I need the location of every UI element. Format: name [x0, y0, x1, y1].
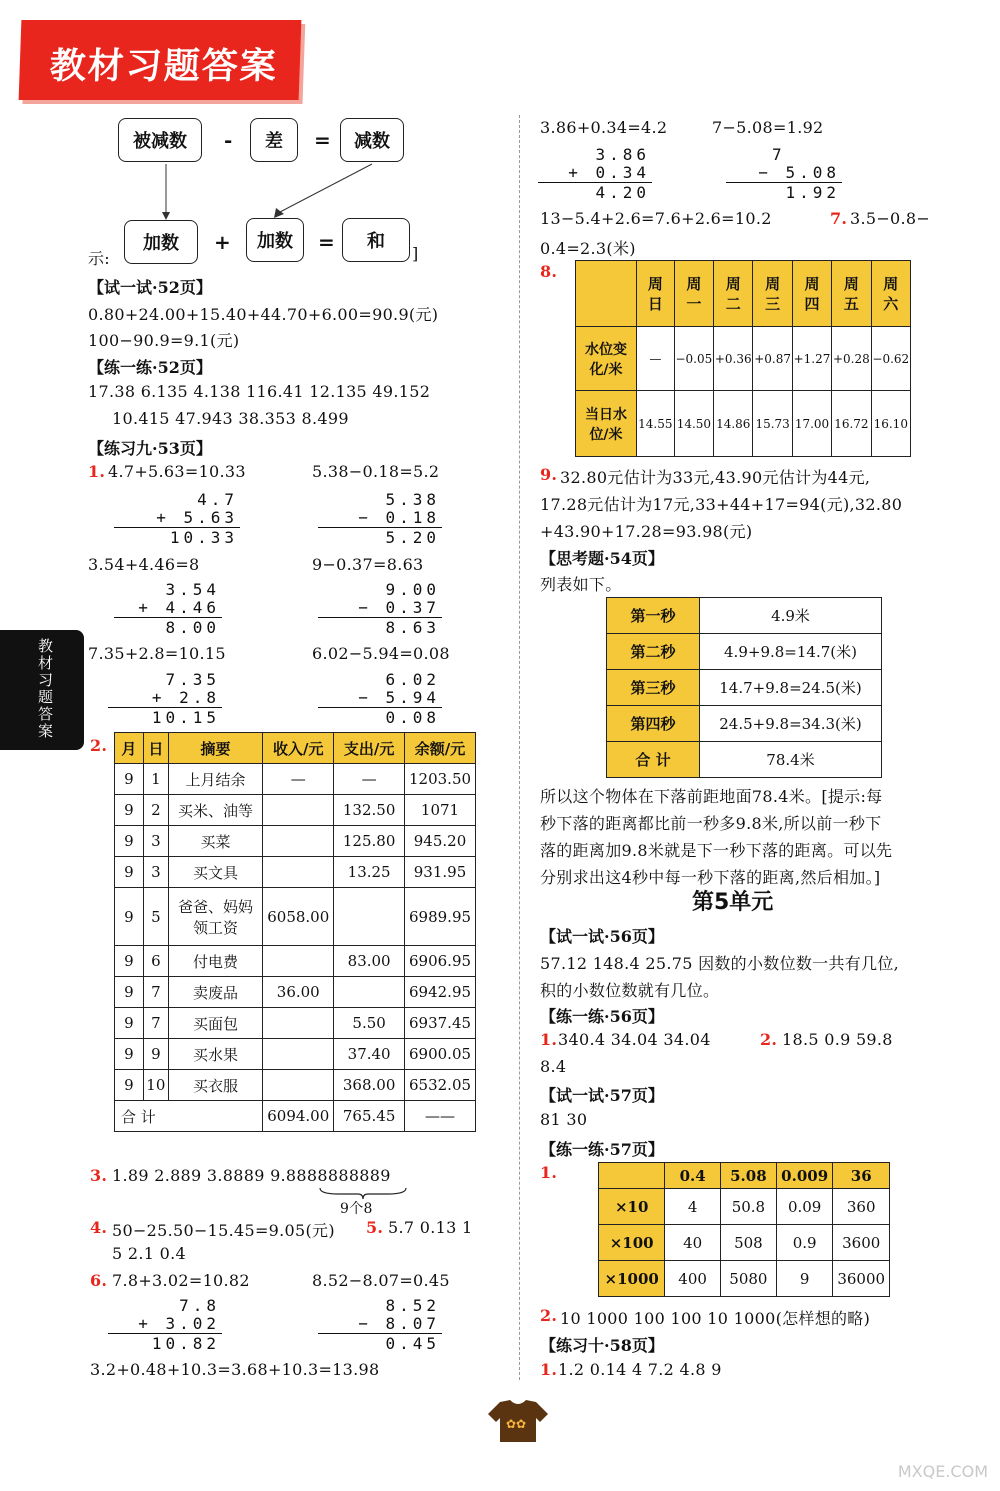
- ledger-cell: 1203.50: [405, 764, 476, 795]
- ledger-cell: 买米、油等: [168, 795, 262, 826]
- fall-label-cell: 第三秒: [607, 670, 700, 706]
- ledger-cell: 6937.45: [405, 1008, 476, 1039]
- ledger-body: [115, 764, 476, 1101]
- ledger-row: [115, 888, 476, 946]
- vertical-calc-line: + 5.63: [156, 508, 238, 527]
- water-cell: 14.50: [674, 391, 713, 457]
- water-header-cell: 周六: [871, 261, 910, 327]
- water-header-cell: 周日: [637, 261, 675, 327]
- water-change-row: [576, 327, 911, 391]
- mult-cell: 9: [776, 1261, 833, 1297]
- water-cell: 16.10: [871, 391, 910, 457]
- equation: 3.54+4.46=8: [88, 555, 200, 574]
- item-number: 2.: [540, 1306, 558, 1325]
- mult-cell: 0.09: [776, 1189, 833, 1225]
- ledger-cell: 9: [115, 795, 144, 826]
- water-header-cell: 周二: [714, 261, 753, 327]
- item-number: 8.: [540, 262, 558, 281]
- section-heading: 【练一练·56页】: [540, 1007, 664, 1026]
- unit-heading: 第5单元: [692, 890, 774, 915]
- ledger-header-cell: 支出/元: [334, 733, 405, 764]
- equation: 5.38−0.18=5.2: [312, 462, 440, 481]
- mult-header-cell: 5.08: [720, 1163, 776, 1189]
- ledger-header-cell: 日: [143, 733, 168, 764]
- mult-row-label: ×100: [599, 1225, 665, 1261]
- ledger-total-label: 合 计: [115, 1101, 263, 1132]
- ledger-row: [115, 977, 476, 1008]
- ledger-cell: [263, 1039, 334, 1070]
- ledger-table: [114, 732, 476, 1132]
- water-cell: 14.86: [714, 391, 753, 457]
- mult-row: [599, 1261, 890, 1297]
- banner-title: 教材习题答案: [49, 46, 279, 87]
- ledger-header-cell: 收入/元: [263, 733, 334, 764]
- ledger-cell: 6989.95: [405, 888, 476, 946]
- section-heading: 【练习九·53页】: [88, 439, 212, 458]
- vertical-calc-line: + 3.02: [138, 1314, 220, 1333]
- text-line: 10.415 47.943 38.353 8.499: [112, 409, 349, 428]
- ledger-cell: 6900.05: [405, 1039, 476, 1070]
- text-line: 340.4 34.04 34.04: [558, 1030, 711, 1049]
- water-header-cell: 周四: [792, 261, 831, 327]
- item-number: 1.: [540, 1030, 558, 1049]
- item-number: 2.: [90, 736, 108, 755]
- calc-digit: 7: [772, 145, 786, 164]
- item-number: 1.: [540, 1360, 558, 1379]
- ledger-row: [115, 857, 476, 888]
- ledger-cell: 9: [115, 1039, 144, 1070]
- text-line: 0.4=2.3(米): [540, 239, 636, 258]
- vertical-calc-line: 10.82: [151, 1334, 220, 1353]
- item-number: 3.: [90, 1166, 108, 1185]
- text-line: +43.90+17.28=93.98(元): [540, 522, 753, 541]
- equation: 6.02−5.94=0.08: [312, 644, 450, 663]
- ledger-cell: [263, 826, 334, 857]
- water-cell: −0.62: [871, 327, 910, 391]
- mult-cell: 5080: [720, 1261, 776, 1297]
- water-cell: +0.36: [714, 327, 753, 391]
- section-heading: 【练习十·58页】: [540, 1336, 664, 1355]
- fall-label-cell: 第一秒: [607, 598, 700, 634]
- water-cell: 14.55: [637, 391, 675, 457]
- section-heading: 【试一试·56页】: [540, 927, 664, 946]
- diagram-bracket: ]: [412, 244, 419, 263]
- ledger-total-cell: ——: [405, 1101, 476, 1132]
- water-cell: +0.28: [832, 327, 871, 391]
- equation: 4.7+5.63=10.33: [108, 462, 246, 481]
- vertical-calc-line: 5.20: [385, 528, 440, 547]
- text-line: 3.2+0.48+10.3=3.68+10.3=13.98: [90, 1360, 380, 1379]
- ledger-cell: 9: [115, 764, 144, 795]
- fall-label-cell: 第二秒: [607, 634, 700, 670]
- diagram-eq2: =: [318, 230, 335, 254]
- vertical-calc-line: − 0.37: [358, 598, 440, 617]
- column-divider: [519, 115, 520, 1380]
- falling-distance-table: [606, 597, 882, 778]
- text-line: 分别求出这4秒中每一秒下落的距离,然后相加。]: [540, 868, 881, 887]
- item-number: 2.: [760, 1030, 778, 1049]
- vertical-calc-line: 0.45: [385, 1334, 440, 1353]
- item-number: 4.: [90, 1218, 108, 1237]
- text-line: 落的距离加9.8米就是下一秒下落的距离。可以先: [540, 841, 893, 860]
- ledger-cell: [334, 888, 405, 946]
- ledger-cell: [263, 1008, 334, 1039]
- text-line: 50−25.50−15.45=9.05(元): [112, 1221, 335, 1240]
- vertical-calc-line: − 0.18: [358, 508, 440, 527]
- ledger-cell: [263, 857, 334, 888]
- vertical-calc-line: + 4.46: [138, 598, 220, 617]
- mult-cell: 508: [720, 1225, 776, 1261]
- vertical-calc-line: − 5.94: [358, 688, 440, 707]
- fall-value-cell: 4.9+9.8=14.7(米): [700, 634, 882, 670]
- text-line: 秒下落的距离都比前一秒多9.8米,所以前一秒下: [540, 814, 882, 833]
- ledger-cell: 9: [115, 1070, 144, 1101]
- diagram-box-addend1: 加数: [124, 220, 198, 264]
- mult-row-label: ×1000: [599, 1261, 665, 1297]
- mult-cell: 400: [665, 1261, 721, 1297]
- ledger-cell: 3: [143, 826, 168, 857]
- ledger-cell: 6942.95: [405, 977, 476, 1008]
- mult-cell: 360: [833, 1189, 890, 1225]
- text-line: 13−5.4+2.6=7.6+2.6=10.2: [540, 209, 772, 228]
- mult-row-label: ×10: [599, 1189, 665, 1225]
- water-row-label: 水位变化/米: [576, 327, 637, 391]
- ledger-cell: 7: [143, 1008, 168, 1039]
- ledger-cell: 125.80: [334, 826, 405, 857]
- diagram-plus: +: [214, 230, 231, 254]
- ledger-cell: 卖废品: [168, 977, 262, 1008]
- ledger-cell: 368.00: [334, 1070, 405, 1101]
- ledger-cell: 6532.05: [405, 1070, 476, 1101]
- ledger-header-cell: 月: [115, 733, 144, 764]
- mult-header-row: [599, 1163, 890, 1189]
- text-line: 81 30: [540, 1110, 588, 1129]
- diagram-box-sum: 和: [342, 218, 410, 262]
- vertical-calc-line: 1.92: [785, 183, 840, 202]
- text-line: 17.38 6.135 4.138 116.41 12.135 49.152: [88, 382, 431, 401]
- ledger-cell: 931.95: [405, 857, 476, 888]
- vertical-calc-line: 5.38: [385, 490, 440, 509]
- text-line: 所以这个物体在下落前距地面78.4米。[提示:每: [540, 787, 883, 806]
- ledger-total-cell: 765.45: [334, 1101, 405, 1132]
- text-line: 57.12 148.4 25.75 因数的小数位数一共有几位,: [540, 954, 900, 973]
- ledger-cell: 3: [143, 857, 168, 888]
- fall-row: [607, 634, 882, 670]
- item-number: 1.: [88, 462, 106, 481]
- text-line: 18.5 0.9 59.8: [782, 1030, 893, 1049]
- mult-header-cell: 0.009: [776, 1163, 833, 1189]
- water-header-row: [576, 261, 911, 327]
- diagram-box-minuend: 被减数: [118, 118, 202, 162]
- ledger-row: [115, 826, 476, 857]
- ledger-cell: —: [263, 764, 334, 795]
- equation: 7.8+3.02=10.82: [112, 1271, 250, 1290]
- equation: 9−0.37=8.63: [312, 555, 424, 574]
- ledger-cell: 买菜: [168, 826, 262, 857]
- section-heading: 【试一试·52页】: [88, 278, 212, 297]
- mult-cell: 36000: [833, 1261, 890, 1297]
- diagram-box-subtrahend: 减数: [340, 118, 404, 162]
- vertical-calc-line: 4.7: [142, 490, 238, 509]
- water-cell: 15.73: [753, 391, 792, 457]
- text-line: 10 1000 100 100 10 1000(怎样想的略): [560, 1309, 871, 1328]
- mult-cell: 4: [665, 1189, 721, 1225]
- water-level-row: [576, 391, 911, 457]
- multiplication-table: [598, 1162, 890, 1297]
- fall-row: [607, 670, 882, 706]
- text-line: 17.28元估计为17元,33+44+17=94(元),32.80: [540, 495, 903, 514]
- ledger-cell: 7: [143, 977, 168, 1008]
- vertical-calc-line: 3.86: [595, 145, 650, 164]
- ledger-cell: 5.50: [334, 1008, 405, 1039]
- ledger-cell: 上月结余: [168, 764, 262, 795]
- fall-value-cell: 14.7+9.8=24.5(米): [700, 670, 882, 706]
- fall-value-cell: 78.4米: [700, 742, 882, 778]
- ledger-cell: 9: [115, 888, 144, 946]
- item-number: 9.: [540, 465, 558, 484]
- mult-cell: 3600: [833, 1225, 890, 1261]
- ledger-cell: 9: [143, 1039, 168, 1070]
- ledger-cell: 买文具: [168, 857, 262, 888]
- equation: 3.86+0.34=4.2: [540, 118, 668, 137]
- water-cell: +1.27: [792, 327, 831, 391]
- side-tab-label: 教材习题答案: [38, 637, 54, 740]
- equation: 7.35+2.8=10.15: [88, 644, 226, 663]
- ledger-cell: 9: [115, 826, 144, 857]
- diagram-minus: -: [224, 128, 233, 152]
- text-line: 1.89 2.889 3.8889 9.8888888889: [112, 1166, 391, 1185]
- ledger-cell: 9: [115, 946, 144, 977]
- ledger-cell: 9: [115, 857, 144, 888]
- fall-row: [607, 706, 882, 742]
- mult-cell: 40: [665, 1225, 721, 1261]
- water-corner-cell: [576, 261, 637, 327]
- item-number: 1.: [540, 1163, 558, 1182]
- ledger-cell: 10: [143, 1070, 168, 1101]
- item-number: 6.: [90, 1271, 108, 1290]
- vertical-calc-line: − 5.08: [758, 163, 840, 182]
- item-number: 5.: [366, 1218, 384, 1237]
- equation: 8.52−8.07=0.45: [312, 1271, 450, 1290]
- ledger-cell: [263, 795, 334, 826]
- mult-header-cell: 0.4: [665, 1163, 721, 1189]
- ledger-total-cell: 6094.00: [263, 1101, 334, 1132]
- shirt-icon: [486, 1398, 550, 1444]
- ledger-cell: 83.00: [334, 946, 405, 977]
- water-cell: 16.72: [832, 391, 871, 457]
- ledger-header-row: [115, 733, 476, 764]
- ledger-row: [115, 1008, 476, 1039]
- water-cell: −0.05: [674, 327, 713, 391]
- vertical-calc-line: 9.00: [385, 580, 440, 599]
- ledger-row: [115, 946, 476, 977]
- vertical-calc-line: 8.52: [385, 1296, 440, 1315]
- watermark: MXQE.COM: [897, 1462, 988, 1481]
- text-line: 8.4: [540, 1057, 567, 1076]
- water-row-label: 当日水位/米: [576, 391, 637, 457]
- text-line: 32.80元估计为33元,43.90元估计为44元,: [560, 468, 871, 487]
- text-line: 积的小数位数就有几位。: [540, 981, 720, 1000]
- text-line: 5 2.1 0.4: [112, 1244, 186, 1263]
- ledger-cell: [263, 946, 334, 977]
- vertical-calc-line: 8.63: [385, 618, 440, 637]
- svg-text:✿✿: ✿✿: [506, 1417, 527, 1431]
- side-tab: [0, 630, 84, 750]
- vertical-calc-line: 7.8: [179, 1296, 220, 1315]
- ledger-cell: 13.25: [334, 857, 405, 888]
- ledger-cell: 买面包: [168, 1008, 262, 1039]
- vertical-calc-line: 10.15: [151, 708, 220, 727]
- diagram-eq: =: [314, 128, 331, 152]
- fall-label-cell: 合 计: [607, 742, 700, 778]
- ledger-cell: 36.00: [263, 977, 334, 1008]
- ledger-cell: 37.40: [334, 1039, 405, 1070]
- ledger-cell: 945.20: [405, 826, 476, 857]
- equation: 7−5.08=1.92: [712, 118, 824, 137]
- vertical-calc-line: 7.35: [165, 670, 220, 689]
- ledger-row: [115, 764, 476, 795]
- ledger-cell: 爸爸、妈妈领工资: [168, 888, 262, 946]
- ledger-cell: 买衣服: [168, 1070, 262, 1101]
- vertical-calc-line: 4.20: [595, 183, 650, 202]
- ledger-cell: 9: [115, 1008, 144, 1039]
- ledger-row: [115, 795, 476, 826]
- fall-value-cell: 24.5+9.8=34.3(米): [700, 706, 882, 742]
- section-heading: 【练一练·57页】: [540, 1140, 664, 1159]
- diagram-prefix: 示:: [88, 249, 110, 268]
- vertical-calc-line: + 0.34: [568, 163, 650, 182]
- vertical-calc-line: 10.33: [169, 528, 238, 547]
- vertical-calc-line: + 2.8: [151, 688, 220, 707]
- ledger-cell: 1: [143, 764, 168, 795]
- text-line: 100−90.9=9.1(元): [88, 331, 240, 350]
- ledger-header-cell: 摘要: [168, 733, 262, 764]
- water-header-cell: 周一: [674, 261, 713, 327]
- ledger-cell: 6058.00: [263, 888, 334, 946]
- text-line: 0.80+24.00+15.40+44.70+6.00=90.9(元): [88, 305, 439, 324]
- vertical-calc-line: 6.02: [385, 670, 440, 689]
- diagram-arrows: [100, 160, 420, 220]
- section-heading: 【思考题·54页】: [540, 549, 664, 568]
- banner: [19, 20, 302, 100]
- section-heading: 【试一试·57页】: [540, 1086, 664, 1105]
- mult-header-cell: [599, 1163, 665, 1189]
- ledger-cell: —: [334, 764, 405, 795]
- text-line: 列表如下。: [540, 575, 622, 594]
- vertical-calc-line: − 8.07: [358, 1314, 440, 1333]
- ledger-header-cell: 余额/元: [405, 733, 476, 764]
- text-line: 3.5−0.8−: [850, 209, 931, 228]
- mult-cell: 0.9: [776, 1225, 833, 1261]
- mult-row: [599, 1225, 890, 1261]
- ledger-row: [115, 1039, 476, 1070]
- water-cell: +0.87: [753, 327, 792, 391]
- ledger-row: [115, 1070, 476, 1101]
- text-line: 1.2 0.14 4 7.2 4.8 9: [558, 1360, 722, 1379]
- mult-header-cell: 36: [833, 1163, 890, 1189]
- ledger-cell: 1071: [405, 795, 476, 826]
- vertical-calc-line: 0.08: [385, 708, 440, 727]
- ledger-cell: 买水果: [168, 1039, 262, 1070]
- ledger-cell: 2: [143, 795, 168, 826]
- ledger-cell: 132.50: [334, 795, 405, 826]
- water-cell: —: [637, 327, 675, 391]
- fall-row: [607, 742, 882, 778]
- ledger-total-row: [115, 1101, 476, 1132]
- text-line: 5.7 0.13 1: [388, 1218, 473, 1237]
- fall-value-cell: 4.9米: [700, 598, 882, 634]
- fall-label-cell: 第四秒: [607, 706, 700, 742]
- brace-label: 9个8: [340, 1201, 373, 1217]
- water-level-table: [575, 260, 911, 457]
- mult-cell: 50.8: [720, 1189, 776, 1225]
- diagram-box-diff: 差: [250, 118, 298, 162]
- ledger-cell: [334, 977, 405, 1008]
- fall-row: [607, 598, 882, 634]
- vertical-calc-line: 3.54: [165, 580, 220, 599]
- ledger-cell: 付电费: [168, 946, 262, 977]
- water-cell: 17.00: [792, 391, 831, 457]
- mult-row: [599, 1189, 890, 1225]
- water-header-cell: 周五: [832, 261, 871, 327]
- section-heading: 【练一练·52页】: [88, 358, 212, 377]
- ledger-cell: 6: [143, 946, 168, 977]
- ledger-cell: 6906.95: [405, 946, 476, 977]
- water-header-cell: 周三: [753, 261, 792, 327]
- diagram-box-addend2: 加数: [246, 218, 304, 262]
- item-number: 7.: [830, 209, 848, 228]
- vertical-calc-line: 8.00: [165, 618, 220, 637]
- ledger-cell: 9: [115, 977, 144, 1008]
- ledger-cell: 5: [143, 888, 168, 946]
- ledger-cell: [263, 1070, 334, 1101]
